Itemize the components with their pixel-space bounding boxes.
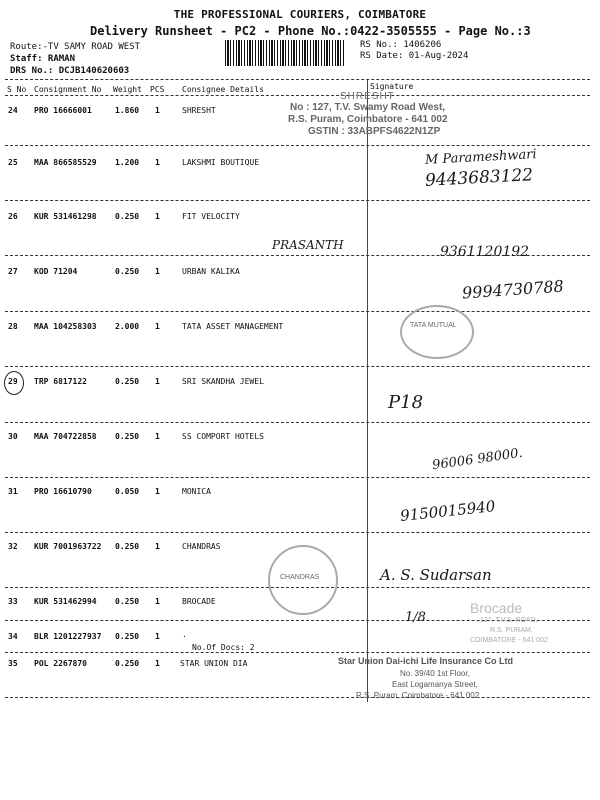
row-sno: 25 — [8, 158, 18, 167]
col-pcs: PCS — [150, 85, 165, 94]
star-union-stamp-line2: East Logamanya Street, — [392, 680, 478, 689]
row-pcs: 1 — [155, 542, 160, 551]
col-weight: Weight — [113, 85, 142, 94]
handwritten-name: PRASANTH — [272, 238, 344, 252]
divider — [5, 697, 590, 698]
row-weight: 0.250 — [115, 267, 140, 276]
row-pcs: 1 — [155, 659, 160, 668]
row-consignee: MONICA — [182, 487, 211, 496]
row-sno: 27 — [8, 267, 18, 276]
divider — [5, 200, 590, 201]
row-pcs: 1 — [155, 212, 160, 221]
tata-seal-text: TATA MUTUAL — [410, 322, 457, 329]
row-pcs: 1 — [155, 487, 160, 496]
star-union-stamp-name: Star Union Dai-ichi Life Insurance Co Ltd — [338, 656, 514, 666]
row-consignment: PRO 16610790 — [34, 487, 92, 496]
row-sno: 29 — [8, 377, 18, 386]
col-consignee: Consignee Details — [182, 85, 264, 94]
row-pcs: 1 — [155, 432, 160, 441]
handwritten-phone: 9994730788 — [461, 276, 565, 303]
row-sno: 32 — [8, 542, 18, 551]
row-consignee: SS COMPORT HOTELS — [182, 432, 264, 441]
row-consignment: PRO 16666001 — [34, 106, 92, 115]
route-label: Route:-TV SAMY ROAD WEST — [10, 42, 141, 52]
chandras-seal-text: CHANDRAS — [280, 574, 320, 581]
row-sno: 24 — [8, 106, 18, 115]
row-consignee: STAR UNION DIA — [180, 659, 248, 668]
divider — [5, 145, 590, 146]
row-weight: 0.050 — [115, 487, 140, 496]
divider — [5, 532, 590, 533]
row-weight: 0.250 — [115, 659, 140, 668]
tata-seal — [400, 305, 474, 359]
star-union-stamp-line1: No. 39/40 1st Floor, — [400, 669, 470, 678]
row-pcs: 1 — [155, 322, 160, 331]
row-weight: 1.200 — [115, 158, 140, 167]
brocade-stamp-line3: COIMBATORE - 641 002 — [470, 637, 548, 644]
row-consignee: TATA ASSET MANAGEMENT — [182, 322, 284, 331]
row-sno: 31 — [8, 487, 18, 496]
col-consignment: Consignment No — [34, 85, 102, 94]
row-consignee: SRI SKANDHA JEWEL — [182, 377, 264, 386]
row-sno: 30 — [8, 432, 18, 441]
divider — [5, 477, 590, 478]
divider — [5, 422, 590, 423]
row-weight: 0.250 — [115, 542, 140, 551]
star-union-stamp-line3: R.S. Puram, Coimbatore - 641 002 — [356, 691, 480, 700]
staff-label: Staff: RAMAN — [10, 54, 76, 64]
row-pcs: 1 — [155, 632, 160, 641]
row-pcs: 1 — [155, 267, 160, 276]
signature-column-line — [367, 80, 368, 702]
handwritten-phone: 9443683122 — [424, 165, 534, 191]
row-consignee: FIT VELOCITY — [182, 212, 240, 221]
row-weight: 1.860 — [115, 106, 140, 115]
row-consignee: SHRESHT — [182, 106, 216, 115]
row-consignment: MAA 704722858 — [34, 432, 97, 441]
row-pcs: 1 — [155, 158, 160, 167]
row-consignment: MAA 104258303 — [34, 322, 97, 331]
divider — [5, 366, 590, 367]
rs-date: RS Date: 01-Aug-2024 — [360, 51, 469, 61]
rs-number: RS No.: 1406206 — [360, 40, 442, 50]
row-weight: 0.250 — [115, 632, 140, 641]
row-consignment: KUR 7001963722 — [34, 542, 102, 551]
row-pcs: 1 — [155, 597, 160, 606]
row-consignment: KOD 71204 — [34, 267, 78, 276]
shresht-stamp-line1: No : 127, T.V. Swamy Road West, — [290, 102, 446, 113]
row-consignee: URBAN KALIKA — [182, 267, 240, 276]
barcode — [225, 40, 345, 66]
runsheet-title: Delivery Runsheet - PC2 - Phone No.:0422-3505555 - Page No.:3 — [90, 24, 531, 38]
brocade-stamp-line2: R.S. PURAM, — [490, 627, 533, 634]
handwritten-note: 1/8 — [405, 610, 426, 625]
brocade-stamp-line1: 127, T.V.S. ROAD, — [480, 617, 538, 624]
shresht-stamp-line3: GSTIN : 33ABPFS4622N1ZP — [308, 126, 441, 137]
brocade-stamp-name: Brocade — [470, 600, 523, 616]
row-consignment: TRP 6817122 — [34, 377, 87, 386]
divider — [5, 79, 590, 80]
shresht-stamp-line2: R.S. Puram, Coimbatore - 641 002 — [288, 114, 448, 125]
drs-number: DRS No.: DCJB140620603 — [10, 66, 130, 76]
col-sno: S No — [7, 85, 27, 94]
row-consignee: CHANDRAS — [182, 542, 221, 551]
company-title: THE PROFESSIONAL COURIERS, COIMBATORE — [173, 8, 427, 21]
row-consignee: LAKSHMI BOUTIQUE — [182, 158, 260, 167]
divider — [5, 652, 590, 653]
row-consignment: POL 2267870 — [34, 659, 87, 668]
handwritten-note: P18 — [388, 392, 424, 413]
row-consignee: BROCADE — [182, 597, 216, 606]
row-weight: 0.250 — [115, 432, 140, 441]
row-weight: 2.000 — [115, 322, 140, 331]
row-consignment: KUR 531461298 — [34, 212, 97, 221]
handwritten-phone: 96006 98000. — [431, 445, 524, 474]
row-pcs: 1 — [155, 377, 160, 386]
handwritten-phone: 9150015940 — [399, 497, 497, 525]
row-sno: 34 — [8, 632, 18, 641]
row-sno: 33 — [8, 597, 18, 606]
row-consignee: . — [182, 630, 187, 639]
row-sno: 28 — [8, 322, 18, 331]
handwritten-name: M Parameshwari — [424, 147, 537, 168]
row-sno: 26 — [8, 212, 18, 221]
handwritten-signature: A. S. Sudarsan — [380, 566, 492, 584]
divider — [5, 311, 590, 312]
row-consignment: BLR 1201227937 — [34, 632, 102, 641]
row-consignment: MAA 866585529 — [34, 158, 97, 167]
row-pcs: 1 — [155, 106, 160, 115]
row-weight: 0.250 — [115, 212, 140, 221]
col-signature: Signature — [370, 82, 414, 91]
row-weight: 0.250 — [115, 597, 140, 606]
handwritten-phone: 9361120192 — [440, 244, 530, 260]
shresht-stamp-name: SHRESHT — [340, 91, 395, 102]
no-of-docs: No.Of Docs: 2 — [192, 643, 255, 652]
row-weight: 0.250 — [115, 377, 140, 386]
row-consignment: KUR 531462994 — [34, 597, 97, 606]
row-sno: 35 — [8, 659, 18, 668]
divider — [5, 95, 590, 96]
